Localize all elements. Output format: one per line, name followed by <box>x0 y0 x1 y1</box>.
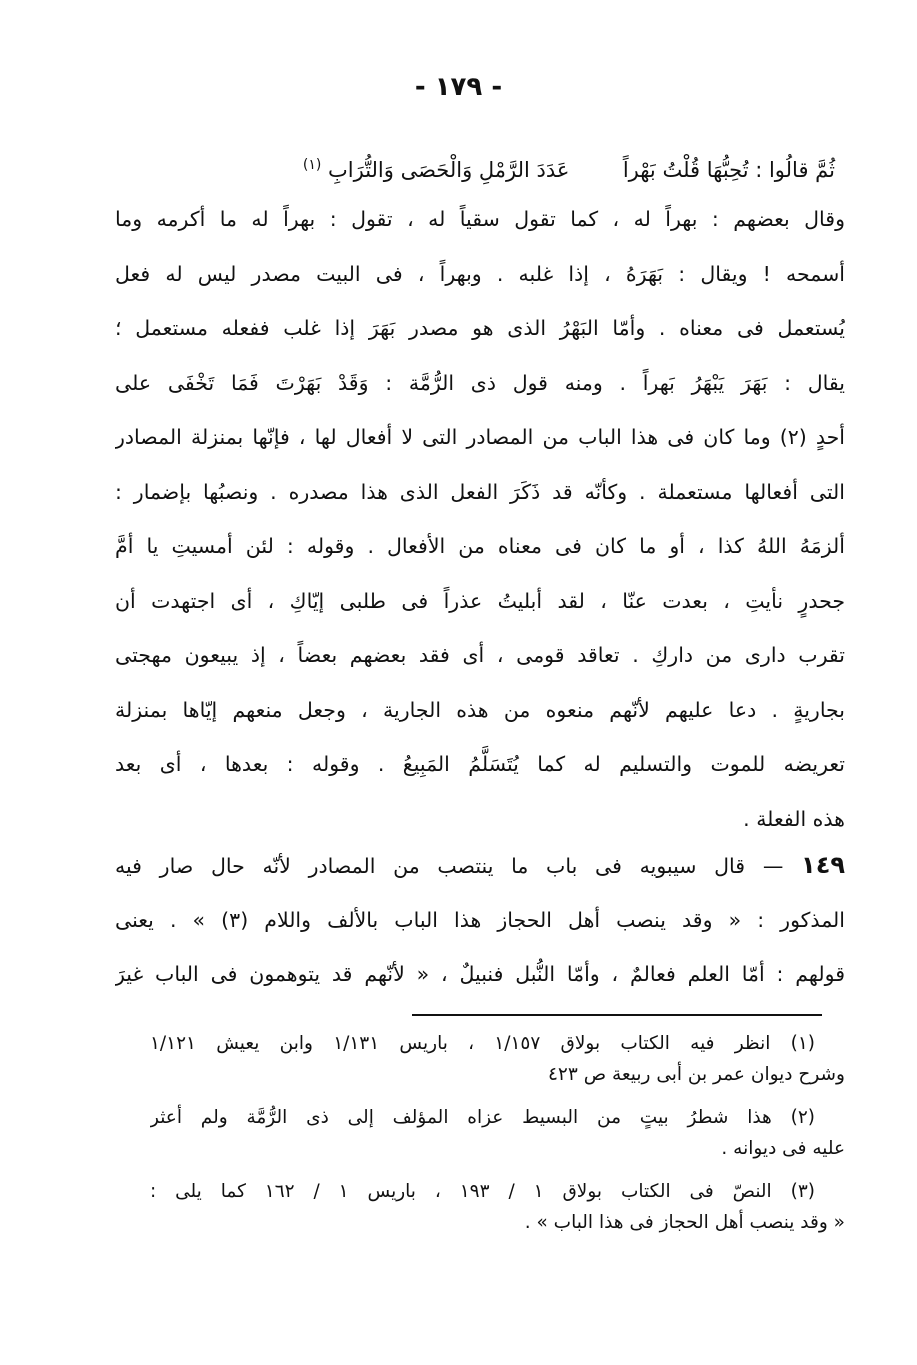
section-line: قولهم : أمّا العلم فعالمٌ ، وأمّا النُّبل فنبيلٌ ، « لأنّهم قد يتوهمون فى الباب غيرَ <box>115 962 845 986</box>
commentary-line: أسمحه ! ويقال : بَهَرَهُ ، إذا غلبه . وبهراً ، فى البيت مصدر ليس له فعل <box>115 261 845 286</box>
footnote-divider <box>412 1014 822 1016</box>
footnotes <box>150 1028 845 1238</box>
commentary-line: يقال : بَهَرَ يَبْهَرُ بَهراً . ومنه قول ذى الرُّمَّة : وَقَدْ بَهَرْتَ فَمَا تَخْفَى على <box>115 370 845 395</box>
commentary-line: هذه الفعلة . <box>743 806 845 831</box>
commentary-line: ألزمَهُ اللهُ كذا ، أو ما كان فى معناه من الأفعال . وقوله : لئن أمسيتِ يا أمَّ <box>115 534 845 558</box>
section-line <box>115 838 845 893</box>
page-number: - ١٧٩ - <box>414 72 503 102</box>
section-number: ١٤٩ <box>801 851 845 879</box>
commentary-line: تقرب دارى من داركِ . تعاقد قومى ، أى فقد بعضهم بعضاً ، إذ يبيعون مهجتى <box>115 643 845 667</box>
commentary-line: وقال بعضهم : بهراً له ، كما تقول سقياً له ، تقول : بهراً له ما أكرمه وما <box>115 207 845 231</box>
verse-second-hemistich: عَدَدَ الرَّمْلِ وَالْحَصَى وَالتُّرَابِ <box>328 158 570 182</box>
footnote-2-line: عليه فى ديوانه . <box>721 1138 845 1159</box>
commentary-line: أحدٍ (٢) وما كان فى هذا الباب من المصادر التى لا أفعال لها ، فإنّها بمنزلة المصادر <box>115 425 845 449</box>
footnote-ref-1: (١) <box>302 157 322 173</box>
footnote-3-line: (٣) النصّ فى الكتاب بولاق ١ / ١٩٣ ، باريس ١ / ١٦٢ كما يلى : <box>150 1181 815 1202</box>
verse-first-hemistich: ثُمَّ قالُوا : تُحِبُّهَا قُلْتُ بَهْراً <box>622 158 835 182</box>
poetry-verse <box>115 138 845 192</box>
commentary-line: جحدرٍ نأيتِ ، بعدت عنّا ، لقد أبليتُ عذراً فى طلبى إيّاكِ ، أى اجتهدت أن <box>115 588 845 613</box>
footnote-3-line: « وقد ينصب أهل الحجاز فى هذا الباب » . <box>524 1212 845 1233</box>
commentary-line: تعريضه للموت والتسليم له كما يُتَسَلَّمُ المَبِيعُ . وقوله : بعدها ، أى بعد <box>115 752 845 776</box>
footnote-1-line: وشرح ديوان عمر بن أبى ربيعة ص ٤٢٣ <box>548 1064 845 1085</box>
section-line-text: — قال سيبويه فى باب ما ينتصب من المصادر لأنّه حال صار فيه <box>115 854 784 878</box>
commentary-line: يُستعمل فى معناه . وأمّا البَهْرُ الذى هو مصدر بَهَرَ إذا غلب ففعله مستعمل ؛ <box>115 316 845 340</box>
section-149 <box>115 838 845 1002</box>
main-text <box>115 138 845 846</box>
commentary-line: التى أفعالها مستعملة . وكأنّه قد ذَكَرَ الفعل الذى هذا مصدره . ونصبُها بإضمار : <box>115 479 845 504</box>
footnote-1-line: (١) انظر فيه الكتاب بولاق ١/١٥٧ ، باريس ١/١٣١ وابن يعيش ١/١٢١ <box>150 1033 815 1054</box>
footnote-2-line: (٢) هذا شطرُ بيتٍ من البسيط عزاه المؤلف إلى ذى الرُّمَّة ولم أعثر <box>150 1107 815 1128</box>
section-line: المذكور : « وقد ينصب أهل الحجاز هذا الباب بالألف واللام (٣) » . يعنى <box>115 907 845 932</box>
commentary-line: بجاريةٍ . دعا عليهم لأنّهم منعوه من هذه الجارية ، وجعل منعهم إيّاها بمنزلة <box>115 697 845 722</box>
